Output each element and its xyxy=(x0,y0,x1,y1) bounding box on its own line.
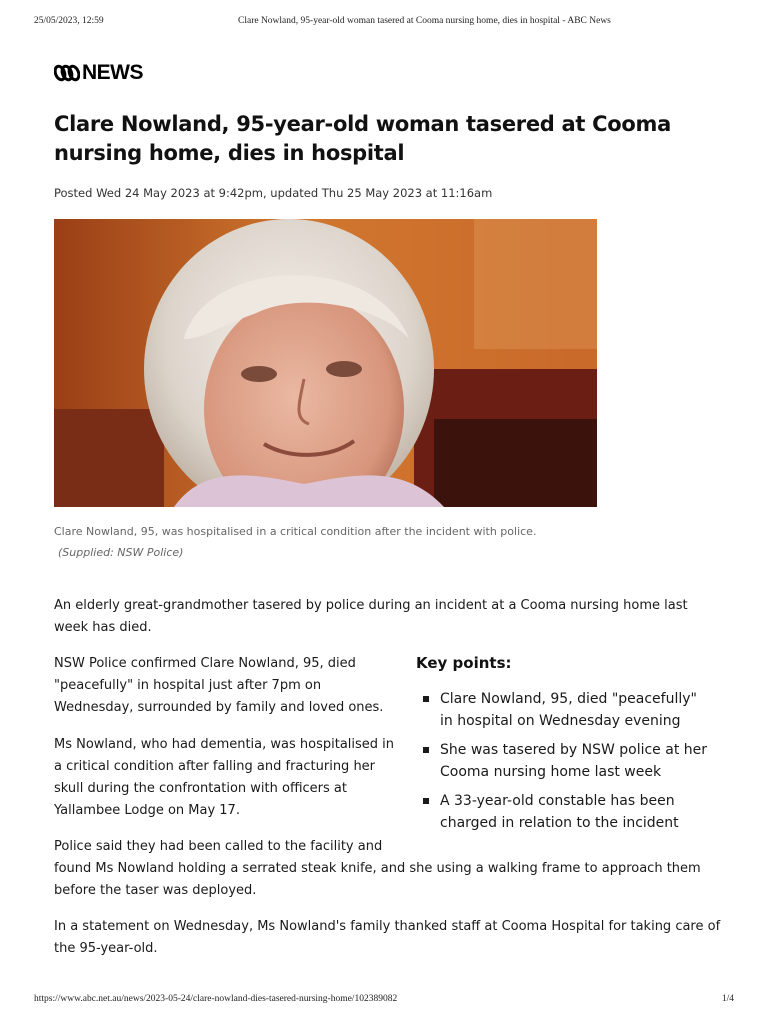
print-page-title: Clare Nowland, 95-year-old woman tasered at Cooma nursing home, dies in hospital - ABC News xyxy=(238,16,611,26)
print-header xyxy=(34,16,734,30)
paragraph-2: NSW Police confirmed Clare Nowland, 95, died "peacefully" in hospital just after 7pm on Wednesday, surrounded by family and loved ones. xyxy=(54,656,384,715)
key-point-text: She was tasered by NSW police at her Cooma nursing home last week xyxy=(440,742,707,780)
bullet-icon xyxy=(423,747,429,753)
paragraph-4-cont: found Ms Nowland holding a serrated steak knife, and she using a walking frame to approach them before the taser was deployed. xyxy=(54,861,701,898)
key-point-text: Clare Nowland, 95, died "peacefully" in hospital on Wednesday evening xyxy=(440,691,697,729)
photo-caption xyxy=(54,521,674,563)
paragraph-3: Ms Nowland, who had dementia, was hospitalised in a critical condition after falling and fracturing her skull during the confrontation with officers at Yallambee Lodge on May 17. xyxy=(54,737,395,818)
bullet-icon xyxy=(423,696,429,702)
key-point-item xyxy=(416,739,710,783)
bullet-icon xyxy=(423,798,429,804)
print-footer xyxy=(34,994,734,1008)
key-point-text: A 33-year-old constable has been charged in relation to the incident xyxy=(440,793,679,831)
paragraph-5: In a statement on Wednesday, Ms Nowland's family thanked staff at Cooma Hospital for taking care of the 95-year-old. xyxy=(54,919,721,956)
news-wordmark: NEWS xyxy=(82,61,143,84)
article-photo xyxy=(54,219,597,507)
photo-credit: (Supplied: NSW Police) xyxy=(58,546,184,559)
article-headline: Clare Nowland, 95-year-old woman tasered at Cooma nursing home, dies in hospital xyxy=(54,112,671,165)
key-points-list xyxy=(416,688,716,834)
article-dateline: Posted Wed 24 May 2023 at 9:42pm, updated Thu 25 May 2023 at 11:16am xyxy=(54,186,493,200)
paragraph-4-start: Police said they had been called to the facility and xyxy=(54,839,383,854)
key-points-title: Key points: xyxy=(416,654,512,672)
key-points-box xyxy=(416,652,716,841)
print-datetime: 25/05/2023, 12:59 xyxy=(34,16,104,26)
paragraph-1: An elderly great-grandmother tasered by police during an incident at a Cooma nursing home last week has died. xyxy=(54,598,688,635)
abc-news-logo[interactable] xyxy=(54,62,143,84)
key-point-item xyxy=(416,688,710,732)
caption-text: Clare Nowland, 95, was hospitalised in a critical condition after the incident with police. xyxy=(54,525,537,538)
page-number: 1/4 xyxy=(721,994,734,1004)
page-url-link[interactable]: https://www.abc.net.au/news/2023-05-24/clare-nowland-dies-tasered-nursing-home/102389082 xyxy=(34,994,398,1004)
abc-logo-icon xyxy=(54,63,80,83)
key-point-item xyxy=(416,790,710,834)
